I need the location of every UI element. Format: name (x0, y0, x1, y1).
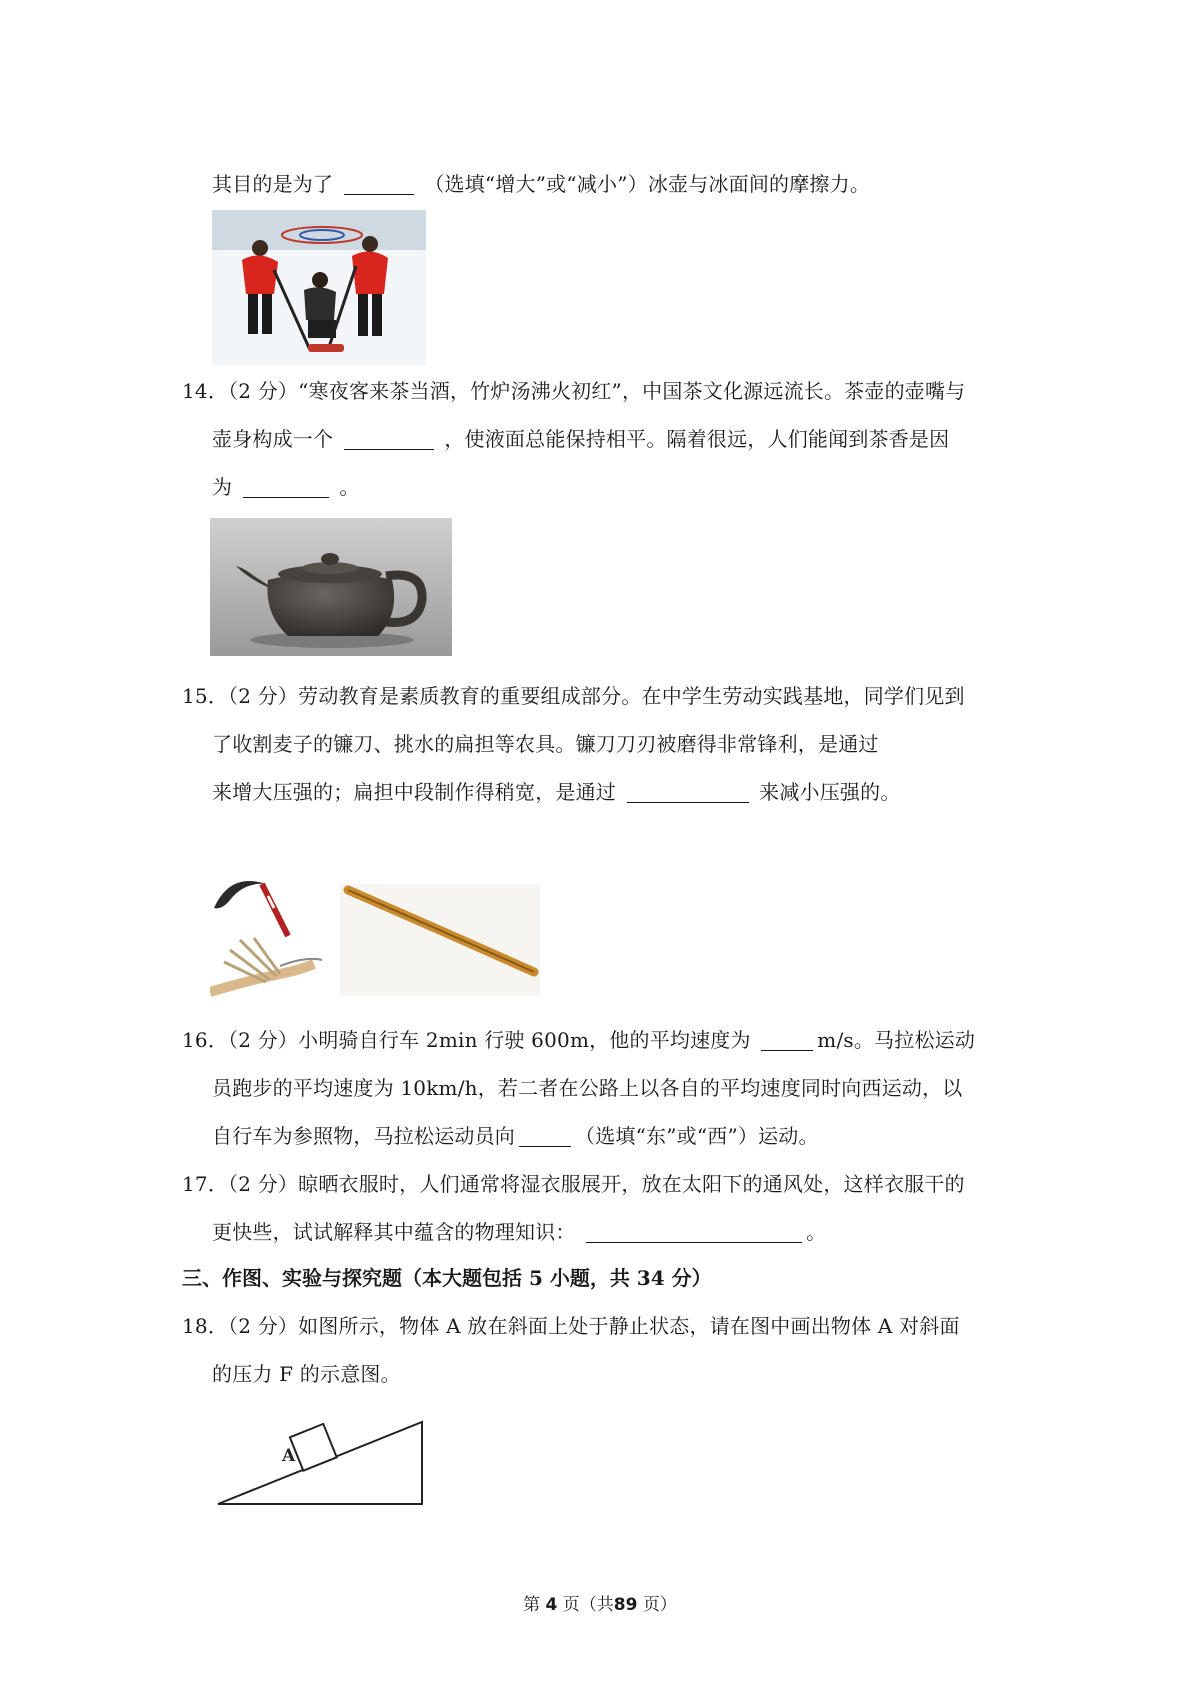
q16-line1 (182, 1026, 975, 1054)
q16-line2: 员跑步的平均速度为 10km/h，若二者在公路上以各自的平均速度同时向西运动，以 (212, 1076, 963, 1100)
page-number: 4 (545, 1595, 558, 1615)
q17-text-2: 。 (806, 1220, 827, 1244)
q18-line1: 18．（2 分）如图所示，物体 A 放在斜面上处于静止状态，请在图中画出物体 A 对斜面 (182, 1314, 960, 1338)
q17-text: 更快些，试试解释其中蕴含的物理知识： (212, 1220, 576, 1244)
q16-answer-blank-1[interactable] (761, 1030, 813, 1051)
teapot-photo (210, 518, 452, 656)
q18-line2: 的压力 F 的示意图。 (212, 1362, 401, 1386)
sickle-and-pole-photo (210, 870, 540, 1002)
q15-text: 来增大压强的；扁担中段制作得稍宽，是通过 (212, 780, 616, 804)
q15-text-2: 来减小压强的。 (759, 780, 901, 804)
q17-answer-blank[interactable] (586, 1222, 802, 1243)
block-a-label: A (282, 1446, 296, 1466)
q14-text-4: 。 (339, 475, 360, 499)
q16-text-4: （选填“东”或“西”）运动。 (575, 1124, 819, 1148)
page-total: 89 (613, 1595, 638, 1615)
q14-text-2: ，使液面总能保持相平。隔着很远，人们能闻到茶香是因 (444, 427, 950, 451)
q15-line1: 15．（2 分）劳动教育是素质教育的重要组成部分。在中学生劳动实践基地，同学们见到 (182, 684, 965, 708)
q14-answer-blank-2[interactable] (243, 477, 329, 498)
q14-text: 壶身构成一个 (212, 427, 334, 451)
q14-line2 (212, 425, 949, 453)
q14-text-3: 为 (212, 475, 233, 499)
footer-prefix: 第 (523, 1595, 541, 1615)
q17-line2 (212, 1218, 826, 1246)
q16-answer-blank-2[interactable] (519, 1126, 571, 1147)
footer-middle: 页（共 (562, 1595, 614, 1615)
q14-line3 (212, 473, 360, 501)
q14-line1: 14．（2 分）“寒夜客来茶当酒，竹炉汤沸火初红”，中国茶文化源远流长。茶壶的壶嘴与 (182, 379, 966, 403)
section-heading: 三、作图、实验与探究题（本大题包括 5 小题，共 34 分） (182, 1266, 712, 1290)
q17-line1: 17．（2 分）晾晒衣服时，人们通常将湿衣服展开，放在太阳下的通风处，这样衣服干的 (182, 1172, 965, 1196)
incline-diagram[interactable] (210, 1420, 426, 1510)
block-a (290, 1424, 337, 1471)
q16-text: 16．（2 分）小明骑自行车 2min 行驶 600m，他的平均速度为 (182, 1028, 751, 1052)
page-footer (0, 1593, 1200, 1617)
q15-answer-blank[interactable] (627, 782, 749, 803)
q16-text-3: 自行车为参照物，马拉松运动员向 (212, 1124, 515, 1148)
q13-answer-blank[interactable] (344, 174, 414, 195)
footer-suffix: 页） (642, 1595, 677, 1615)
q16-text-2: m/s。马拉松运动 (817, 1028, 976, 1052)
q16-line3 (212, 1122, 819, 1150)
q14-answer-blank-1[interactable] (344, 429, 434, 450)
q13-text: 其目的是为了 (212, 172, 334, 196)
q15-line3 (212, 778, 901, 806)
q15-line2: 了收割麦子的镰刀、挑水的扁担等农具。镰刀刀刃被磨得非常锋利，是通过 (212, 732, 879, 756)
q13-text-2: （选填“增大”或“减小”）冰壶与冰面间的摩擦力。 (424, 172, 871, 196)
curling-photo (212, 210, 426, 366)
q13-line1 (212, 170, 870, 198)
